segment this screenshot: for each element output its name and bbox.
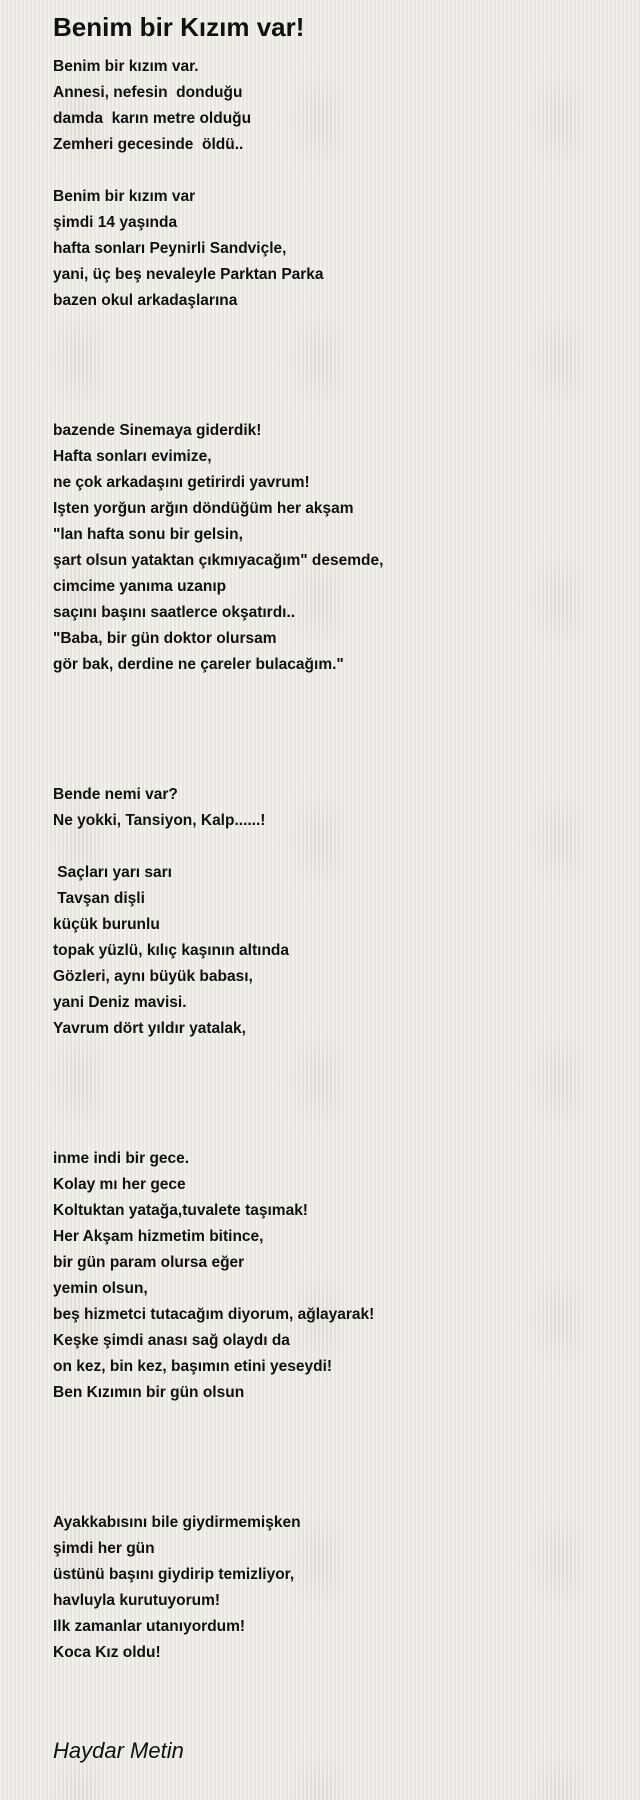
poem-line: Gözleri, aynı büyük babası, bbox=[53, 968, 253, 985]
stanza-gap bbox=[53, 392, 613, 418]
poem-body bbox=[53, 54, 613, 1666]
stanza-gap bbox=[53, 834, 613, 860]
poem-line: Saçları yarı sarı bbox=[53, 864, 172, 881]
stanza-gap bbox=[53, 756, 613, 782]
poem-line: üstünü başını giydirip temizliyor, bbox=[53, 1566, 295, 1583]
poem-line: "lan hafta sonu bir gelsin, bbox=[53, 526, 243, 543]
poem-line: Tavşan dişli bbox=[53, 890, 145, 907]
stanza-gap bbox=[53, 1406, 613, 1432]
poem-line: Işten yorğun arğın döndüğüm her akşam bbox=[53, 500, 354, 517]
poem-line: şimdi her gün bbox=[53, 1540, 155, 1557]
stanza-gap bbox=[53, 1458, 613, 1484]
poem-line: şart olsun yataktan çıkmıyacağım" desemde, bbox=[53, 552, 384, 569]
poem-line: Bende nemi var? bbox=[53, 786, 178, 803]
poem-line: şimdi 14 yaşında bbox=[53, 214, 178, 231]
poem-line: topak yüzlü, kılıç kaşının altında bbox=[53, 942, 290, 959]
stanza-gap bbox=[53, 1068, 613, 1094]
poem-line: Yavrum dört yıldır yatalak, bbox=[53, 1020, 246, 1037]
poem-container bbox=[53, 10, 613, 1666]
poem-line: bazen okul arkadaşlarına bbox=[53, 292, 238, 309]
stanza-gap bbox=[53, 678, 613, 704]
poem-line: Annesi, nefesin donduğu bbox=[53, 84, 243, 101]
poem-line: Zemheri gecesinde öldü.. bbox=[53, 136, 244, 153]
stanza-gap bbox=[53, 366, 613, 392]
stanza-gap bbox=[53, 704, 613, 730]
stanza-gap bbox=[53, 314, 613, 340]
stanza-gap bbox=[53, 158, 613, 184]
poem-line: bir gün param olursa eğer bbox=[53, 1254, 245, 1271]
poem-line: ne çok arkadaşını getirirdi yavrum! bbox=[53, 474, 310, 491]
poem-line: "Baba, bir gün doktor olursam bbox=[53, 630, 277, 647]
stanza-gap bbox=[53, 1042, 613, 1068]
poem-line: cimcime yanıma uzanıp bbox=[53, 578, 227, 595]
poem-line: havluyla kurutuyorum! bbox=[53, 1592, 221, 1609]
poem-line: Ben Kızımın bir gün olsun bbox=[53, 1384, 245, 1401]
poem-line: Ilk zamanlar utanıyordum! bbox=[53, 1618, 246, 1635]
poem-line: gör bak, derdine ne çareler bulacağım." bbox=[53, 656, 344, 673]
poem-line: yani Deniz mavisi. bbox=[53, 994, 187, 1011]
stanza-gap bbox=[53, 730, 613, 756]
poem-line: Benim bir kızım var. bbox=[53, 58, 199, 75]
stanza-gap bbox=[53, 1120, 613, 1146]
poem-line: inme indi bir gece. bbox=[53, 1150, 190, 1167]
stanza-gap bbox=[53, 340, 613, 366]
poem-line: Benim bir kızım var bbox=[53, 188, 196, 205]
poem-line: Koca Kız oldu! bbox=[53, 1644, 161, 1661]
stanza-gap bbox=[53, 1094, 613, 1120]
poem-line: Hafta sonları evimize, bbox=[53, 448, 212, 465]
poem-line: Keşke şimdi anası sağ olaydı da bbox=[53, 1332, 290, 1349]
poem-author: Haydar Metin bbox=[53, 1738, 184, 1763]
poem-line: on kez, bin kez, başımın etini yeseydi! bbox=[53, 1358, 333, 1375]
poem-line: Her Akşam hizmetim bitince, bbox=[53, 1228, 264, 1245]
poem-line: hafta sonları Peynirli Sandviçle, bbox=[53, 240, 287, 257]
poem-line: saçını başını saatlerce okşatırdı.. bbox=[53, 604, 296, 621]
stanza-gap bbox=[53, 1432, 613, 1458]
poem-line: Kolay mı her gece bbox=[53, 1176, 186, 1193]
poem-line: beş hizmetci tutacağım diyorum, ağlayarak! bbox=[53, 1306, 375, 1323]
poem-line: küçük burunlu bbox=[53, 916, 160, 933]
stanza-gap bbox=[53, 1484, 613, 1510]
poem-title: Benim bir Kızım var! bbox=[53, 12, 305, 42]
poem-line: Ayakkabısını bile giydirmemişken bbox=[53, 1514, 301, 1531]
poem-line: Ne yokki, Tansiyon, Kalp......! bbox=[53, 812, 266, 829]
poem-line: yani, üç beş nevaleyle Parktan Parka bbox=[53, 266, 324, 283]
poem-line: yemin olsun, bbox=[53, 1280, 148, 1297]
poem-line: Koltuktan yatağa,tuvalete taşımak! bbox=[53, 1202, 308, 1219]
poem-line: damda karın metre olduğu bbox=[53, 110, 252, 127]
poem-line: bazende Sinemaya giderdik! bbox=[53, 422, 262, 439]
